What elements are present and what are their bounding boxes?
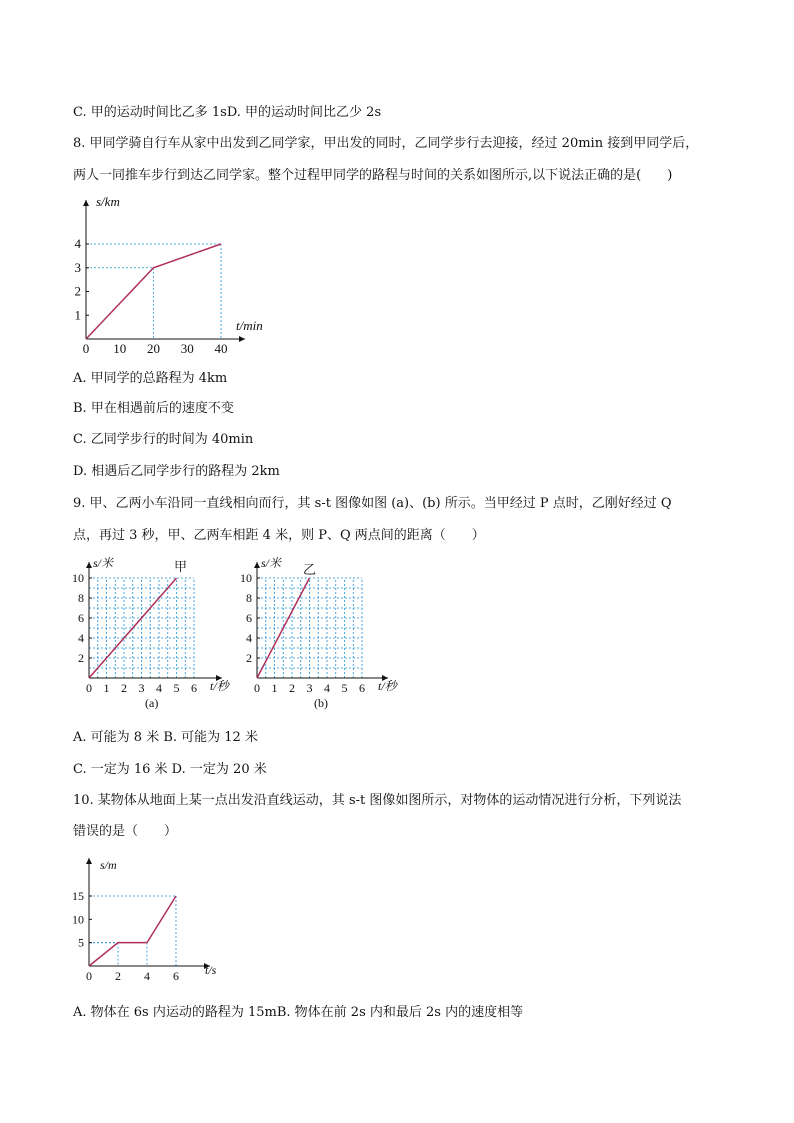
chart-caption: (b) [314,696,328,710]
x-tick-label: 4 [144,969,150,983]
x-tick-label: 3 [306,681,313,695]
q8-stem-line2: 两人一同推车步行到达乙同学家。整个过程甲同学的路程与时间的关系如图所示,以下说法正确的是( ) [73,168,673,183]
y-tick-label: 4 [246,631,252,645]
q8-option-c: C. 乙同学步行的时间为 40min [73,432,254,447]
y-tick-label: 1 [74,307,81,323]
data-series-line [89,896,176,966]
y-tick-label: 4 [74,236,81,251]
y-axis-label: s/米 [93,556,114,570]
q8-option-a: A. 甲同学的总路程为 4km [73,371,228,386]
x-tick-label: 30 [180,341,194,356]
y-tick-label: 10 [72,912,84,927]
y-tick-label: 2 [78,651,84,665]
y-tick-label: 15 [72,889,84,903]
x-tick-label: 10 [113,341,127,356]
x-tick-label: 4 [324,681,330,695]
y-tick-label: 6 [78,611,84,625]
y-tick-label: 8 [246,591,252,605]
x-tick-label: 1 [271,681,278,695]
x-tick-label: 20 [147,341,160,356]
q9-options-cd: C. 一定为 16 米 D. 一定为 20 米 [73,762,267,777]
x-tick-label: 40 [214,341,228,356]
q7-options-cd: C. 甲的运动时间比乙多 1sD. 甲的运动时间比乙少 2s [73,105,382,120]
x-tick-label: 5 [341,681,348,695]
x-axis-label: t/秒 [210,679,229,693]
y-tick-label: 10 [72,571,84,585]
x-tick-label: 1 [103,681,110,695]
y-tick-label: 3 [74,259,81,275]
q10-options-ab: A. 物体在 6s 内运动的路程为 15mB. 物体在前 2s 内和最后 2s 内的速度相等 [73,1005,524,1020]
y-tick-label: 4 [78,631,84,645]
y-axis-label: s/米 [261,556,282,570]
series-label: 乙 [303,562,317,577]
q10-stem-line2: 错误的是（ ） [73,824,178,839]
y-tick-label: 5 [78,935,84,950]
y-tick-label: 2 [246,651,252,665]
x-tick-label: 0 [254,681,260,695]
x-tick-label: 2 [289,681,295,695]
y-axis-label: s/km [96,194,120,209]
x-tick-label: 6 [173,969,179,983]
y-tick-label: 2 [74,283,81,299]
y-tick-label: 6 [246,611,252,625]
x-tick-label: 3 [138,681,145,695]
y-axis-label: s/m [100,858,117,872]
q10-stem-line1: 10. 某物体从地面上某一点出发沿直线运动，其 s-t 图像如图所示，对物体的运动情况进行分析，下列说法 [73,793,682,808]
q9-stem-line2: 点，再过 3 秒，甲、乙两车相距 4 米，则 P、Q 两点间的距离（ ） [73,528,485,543]
q9-options-ab: A. 可能为 8 米 B. 可能为 12 米 [73,730,258,745]
x-tick-label: 2 [121,681,127,695]
chart-caption: (a) [145,696,159,710]
x-tick-label: 6 [191,681,197,695]
x-axis-label: t/秒 [378,679,397,693]
q8-option-d: D. 相遇后乙同学步行的路程为 2km [73,464,280,479]
x-tick-label: 6 [359,681,365,695]
q8-option-b: B. 甲在相遇前后的速度不变 [73,401,234,416]
x-tick-label: 2 [115,969,121,983]
y-axis-arrow [86,858,92,864]
x-tick-label: 0 [82,341,90,356]
x-tick-label: 5 [173,681,180,695]
q9-stem-line1: 9. 甲、乙两小车沿同一直线相向而行，其 s-t 图像如图 (a)、(b) 所示。当甲经过 P 点时，乙刚好经过 Q [73,496,672,511]
x-axis-label: t/min [236,318,263,333]
q8-stem-line1: 8. 甲同学骑自行车从家中出发到乙同学家，甲出发的同时，乙同学步行去迎接，经过 20min 接到甲同学后， [73,136,699,151]
x-tick-label: 0 [86,969,92,983]
x-tick-label: 4 [156,681,162,695]
x-axis-label: t/s [205,963,217,977]
y-tick-label: 10 [240,571,252,585]
series-label: 甲 [174,559,188,574]
x-tick-label: 0 [86,681,92,695]
y-tick-label: 8 [78,591,84,605]
